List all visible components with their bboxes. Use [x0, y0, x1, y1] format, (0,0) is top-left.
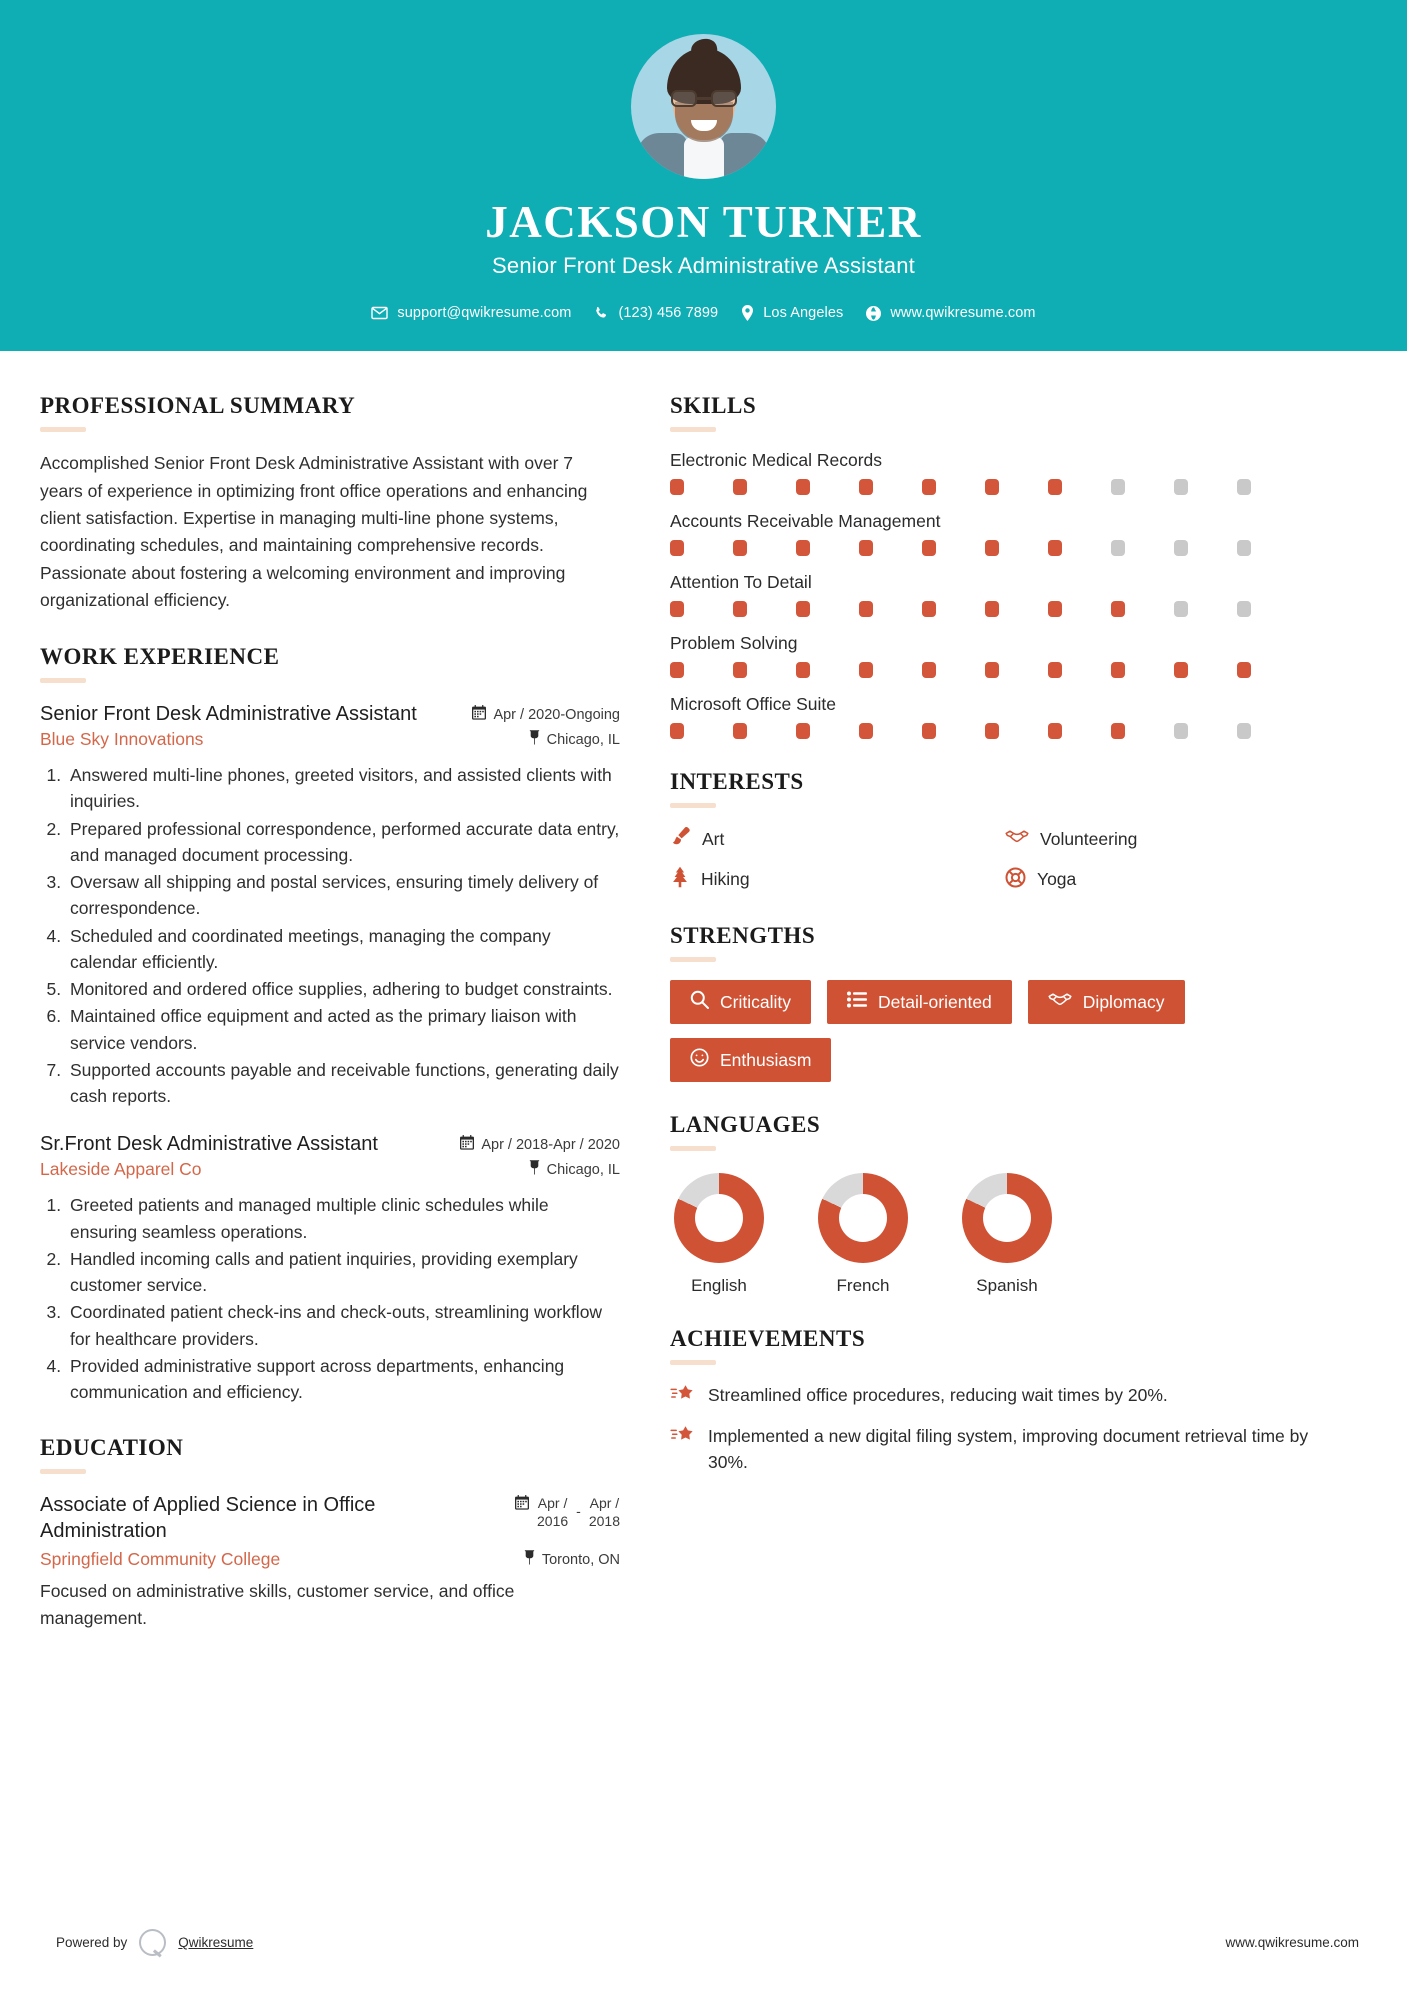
- job-company-row: [40, 729, 620, 750]
- skill-level-dot: [796, 723, 810, 739]
- skill-level-dot: [1048, 723, 1062, 739]
- skill-level-dot: [733, 723, 747, 739]
- skill-level-dot: [985, 662, 999, 678]
- resume-header: [0, 0, 1407, 351]
- skill-item: [670, 633, 1330, 678]
- section-heading: LANGUAGES: [670, 1112, 821, 1138]
- map-pin-icon: [529, 1160, 540, 1179]
- skill-level-dot: [1237, 540, 1251, 556]
- skill-level-dot: [670, 479, 684, 495]
- education-date-separator: -: [576, 1503, 581, 1520]
- skill-level-dot: [859, 723, 873, 739]
- strength-label: Diplomacy: [1082, 991, 1165, 1012]
- skill-level-dot: [1237, 723, 1251, 739]
- interest-list: [670, 826, 1330, 893]
- right-column: [640, 393, 1330, 1505]
- skill-level-meter: [670, 479, 1330, 495]
- job-location: [529, 730, 620, 749]
- language-name: English: [691, 1276, 747, 1296]
- education-location-text: Toronto, ON: [541, 1551, 620, 1568]
- heading-rule: [670, 957, 716, 962]
- job-bullet: 3. Oversaw all shipping and postal services, ensuring timely delivery of correspondence.: [66, 869, 620, 922]
- skill-level-dot: [985, 540, 999, 556]
- job-dates: [472, 701, 620, 724]
- calendar-icon: [472, 705, 486, 724]
- job-bullet-list: [40, 1192, 620, 1405]
- envelope-icon: [371, 306, 388, 320]
- education-degree: Associate of Applied Science in Office Administration: [40, 1494, 376, 1543]
- language-item: [958, 1173, 1056, 1296]
- skill-level-meter: [670, 540, 1330, 556]
- avatar-shirt: [684, 137, 724, 179]
- contact-website-text: www.qwikresume.com: [890, 305, 1036, 322]
- job-bullet: 4. Provided administrative support across departments, enhancing communication and efficiency.: [66, 1353, 620, 1406]
- job-bullet: 5. Monitored and ordered office supplies, adhering to budget constraints.: [66, 976, 620, 1002]
- job-bullet: 4. Scheduled and coordinated meetings, managing the company calendar efficiently.: [66, 923, 620, 976]
- skill-name: Attention To Detail: [670, 572, 812, 593]
- skill-level-dot: [670, 662, 684, 678]
- skill-item: [670, 694, 1330, 739]
- section-heading: EDUCATION: [40, 1435, 184, 1461]
- job-dates-text: Apr / 2020-Ongoing: [493, 706, 620, 723]
- education-end-date: Apr / 2018: [588, 1495, 620, 1529]
- skill-item: [670, 511, 1330, 556]
- handshake-icon: [1005, 827, 1029, 851]
- contact-phone-text: (123) 456 7899: [618, 305, 719, 322]
- job-bullet: 1. Greeted patients and managed multiple clinic schedules while ensuring seamless operations.: [66, 1192, 620, 1245]
- contact-location-text: Los Angeles: [763, 305, 844, 322]
- skill-level-dot: [1237, 601, 1251, 617]
- job-company: Blue Sky Innovations: [40, 729, 204, 750]
- calendar-icon: [515, 1495, 529, 1513]
- paintbrush-icon: [670, 826, 691, 852]
- heading-rule: [670, 803, 716, 808]
- phone-icon: [594, 306, 609, 321]
- skill-level-dot: [922, 601, 936, 617]
- skill-level-dot: [733, 601, 747, 617]
- map-pin-icon: [524, 1550, 535, 1569]
- job-entry: [40, 701, 620, 1109]
- lifebuoy-icon: [1005, 867, 1026, 893]
- qwikresume-logo-icon: [139, 1929, 166, 1956]
- skill-level-dot: [859, 662, 873, 678]
- job-bullet: 2. Prepared professional correspondence, performed accurate data entry, and managed document processing.: [66, 816, 620, 869]
- heading-rule: [40, 678, 86, 683]
- list-icon: [847, 991, 867, 1013]
- education-entry: [40, 1492, 620, 1631]
- contact-email[interactable]: [364, 305, 578, 321]
- section-languages: [670, 1112, 1330, 1296]
- interest-label: Yoga: [1037, 869, 1077, 890]
- language-donut-chart: [818, 1173, 908, 1263]
- job-title: Sr.Front Desk Administrative Assistant: [40, 1133, 378, 1156]
- contact-email-text: support@qwikresume.com: [397, 305, 572, 322]
- job-bullet: 7. Supported accounts payable and receivable functions, generating daily cash reports.: [66, 1057, 620, 1110]
- skill-level-dot: [1174, 540, 1188, 556]
- skill-level-dot: [796, 662, 810, 678]
- skill-level-dot: [796, 540, 810, 556]
- achievement-item: [670, 1424, 1330, 1475]
- magnifier-icon: [690, 990, 709, 1014]
- page-footer: [0, 1929, 1407, 1956]
- skill-level-dot: [922, 662, 936, 678]
- skill-level-dot: [985, 723, 999, 739]
- map-pin-icon: [529, 730, 540, 749]
- section-heading: PROFESSIONAL SUMMARY: [40, 393, 356, 419]
- skill-level-dot: [1237, 479, 1251, 495]
- skill-name: Accounts Receivable Management: [670, 511, 941, 532]
- skill-level-dot: [1111, 723, 1125, 739]
- skill-level-dot: [859, 601, 873, 617]
- strength-badge: [827, 980, 1012, 1024]
- heading-rule: [40, 427, 86, 432]
- strength-badge: [1028, 980, 1185, 1024]
- avatar: [631, 34, 776, 179]
- skill-level-dot: [733, 662, 747, 678]
- skill-level-dot: [1048, 662, 1062, 678]
- skill-name: Microsoft Office Suite: [670, 694, 836, 715]
- job-location-text: Chicago, IL: [546, 731, 620, 748]
- strength-badge: [670, 980, 811, 1024]
- job-title-subtitle: Senior Front Desk Administrative Assistant: [492, 253, 915, 279]
- section-strengths: [670, 923, 1330, 1082]
- language-list: [670, 1169, 1330, 1296]
- avatar-jacket-right: [715, 133, 773, 179]
- handshake-icon: [1048, 990, 1072, 1014]
- skill-level-dot: [922, 723, 936, 739]
- achievement-text: Implemented a new digital filing system, improving document retrieval time by 30%.: [708, 1426, 1309, 1472]
- strength-label: Detail-oriented: [877, 991, 992, 1012]
- education-dates: [515, 1492, 620, 1530]
- skill-level-dot: [796, 479, 810, 495]
- contact-location[interactable]: [734, 305, 850, 321]
- job-dates: [460, 1131, 620, 1154]
- skill-level-dot: [733, 540, 747, 556]
- job-bullet: 2. Handled incoming calls and patient inquiries, providing exemplary customer service.: [66, 1246, 620, 1299]
- skill-level-dot: [1174, 662, 1188, 678]
- strength-badge: [670, 1038, 831, 1082]
- skill-level-dot: [1111, 540, 1125, 556]
- smiley-icon: [690, 1048, 709, 1072]
- heading-rule: [670, 1360, 716, 1365]
- section-work-experience: [40, 644, 620, 1405]
- skill-level-dot: [985, 601, 999, 617]
- job-location: [529, 1160, 620, 1179]
- skill-level-dot: [670, 540, 684, 556]
- avatar-glasses: [671, 90, 737, 107]
- job-location-text: Chicago, IL: [546, 1161, 620, 1178]
- heading-rule: [670, 1146, 716, 1151]
- education-description: Focused on administrative skills, customer service, and office management.: [40, 1581, 515, 1628]
- job-title-row: [40, 1131, 620, 1157]
- skill-level-dot: [1048, 479, 1062, 495]
- skill-level-meter: [670, 723, 1330, 739]
- contact-bar: [0, 305, 1407, 321]
- shooting-star-icon: [670, 1383, 695, 1409]
- interest-label: Art: [702, 828, 725, 849]
- skill-level-dot: [1111, 479, 1125, 495]
- skill-list: [670, 450, 1330, 739]
- achievement-text: Streamlined office procedures, reducing wait times by 20%.: [708, 1385, 1168, 1406]
- skill-level-dot: [859, 479, 873, 495]
- section-heading: STRENGTHS: [670, 923, 816, 949]
- section-professional-summary: [40, 393, 620, 614]
- skill-level-dot: [1048, 601, 1062, 617]
- interest-label: Volunteering: [1040, 828, 1138, 849]
- strength-label: Enthusiasm: [720, 1049, 812, 1070]
- job-company: Lakeside Apparel Co: [40, 1159, 202, 1180]
- education-title-row: [40, 1492, 620, 1544]
- section-interests: [670, 769, 1330, 893]
- heading-rule: [670, 427, 716, 432]
- section-education: [40, 1435, 620, 1631]
- interest-item: [670, 866, 995, 893]
- page-title: JACKSON TURNER: [485, 197, 922, 247]
- education-list: [40, 1492, 620, 1631]
- skill-level-dot: [1174, 723, 1188, 739]
- skill-item: [670, 450, 1330, 495]
- globe-icon: [866, 306, 881, 321]
- language-item: [814, 1173, 912, 1296]
- powered-by-block: [56, 1929, 253, 1956]
- achievement-item: [670, 1383, 1330, 1409]
- interest-label: Hiking: [701, 869, 750, 890]
- section-heading: INTERESTS: [670, 769, 804, 795]
- education-start-date: Apr / 2016: [537, 1495, 569, 1529]
- interest-item: [670, 826, 995, 852]
- skill-level-meter: [670, 601, 1330, 617]
- job-bullet: 1. Answered multi-line phones, greeted visitors, and assisted clients with inquiries.: [66, 762, 620, 815]
- job-bullet-list: [40, 762, 620, 1109]
- education-location: [524, 1550, 620, 1569]
- skill-level-dot: [985, 479, 999, 495]
- left-column: [40, 393, 640, 1661]
- skill-level-meter: [670, 662, 1330, 678]
- summary-text: Accomplished Senior Front Desk Administrative Assistant with over 7 years of experience in optimizing front office operations and enhancing client satisfaction. Expertise in managing multi-line phone systems, coordinating schedules, and maintaining comprehensive records. Passionate about fostering a welcoming environment and improving organizational efficiency.: [40, 453, 588, 610]
- skill-level-dot: [859, 540, 873, 556]
- powered-by-label: Powered by: [56, 1935, 128, 1950]
- achievement-list: [670, 1383, 1330, 1475]
- skill-level-dot: [670, 723, 684, 739]
- skill-level-dot: [1111, 662, 1125, 678]
- map-pin-icon: [741, 305, 754, 321]
- strength-list: [670, 980, 1330, 1082]
- skill-level-dot: [796, 601, 810, 617]
- language-item: [670, 1173, 768, 1296]
- resume-body: [0, 351, 1407, 1661]
- language-donut-chart: [962, 1173, 1052, 1263]
- skill-level-dot: [1048, 540, 1062, 556]
- contact-phone[interactable]: [587, 305, 725, 321]
- skill-level-dot: [1174, 601, 1188, 617]
- skill-level-dot: [1174, 479, 1188, 495]
- section-achievements: [670, 1326, 1330, 1475]
- job-company-row: [40, 1159, 620, 1180]
- job-title-row: [40, 701, 620, 727]
- skill-name: Problem Solving: [670, 633, 798, 654]
- skill-name: Electronic Medical Records: [670, 450, 883, 471]
- education-school: Springfield Community College: [40, 1549, 281, 1570]
- language-name: French: [836, 1276, 890, 1296]
- section-heading: SKILLS: [670, 393, 757, 419]
- section-heading: WORK EXPERIENCE: [40, 644, 280, 670]
- tree-icon: [670, 866, 690, 893]
- heading-rule: [40, 1469, 86, 1474]
- skill-level-dot: [1237, 662, 1251, 678]
- strength-label: Criticality: [720, 991, 791, 1012]
- language-name: Spanish: [976, 1276, 1038, 1296]
- section-heading: ACHIEVEMENTS: [670, 1326, 866, 1352]
- skill-level-dot: [922, 479, 936, 495]
- interest-item: [1005, 866, 1330, 893]
- section-skills: [670, 393, 1330, 739]
- footer-website[interactable]: www.qwikresume.com: [1225, 1935, 1359, 1950]
- job-entry: [40, 1131, 620, 1405]
- job-title: Senior Front Desk Administrative Assistant: [40, 703, 417, 726]
- skill-level-dot: [670, 601, 684, 617]
- skill-level-dot: [1111, 601, 1125, 617]
- job-dates-text: Apr / 2018-Apr / 2020: [481, 1136, 620, 1153]
- shooting-star-icon: [670, 1424, 695, 1450]
- job-bullet: 3. Coordinated patient check-ins and check-outs, streamlining workflow for healthcare providers.: [66, 1299, 620, 1352]
- calendar-icon: [460, 1135, 474, 1154]
- skill-level-dot: [733, 479, 747, 495]
- job-bullet: 6. Maintained office equipment and acted as the primary liaison with service vendors.: [66, 1003, 620, 1056]
- interest-item: [1005, 826, 1330, 852]
- contact-website[interactable]: [859, 305, 1042, 321]
- qwikresume-brand-link[interactable]: Qwikresume: [178, 1935, 254, 1950]
- job-list: [40, 701, 620, 1405]
- education-school-row: [40, 1549, 620, 1570]
- language-donut-chart: [674, 1173, 764, 1263]
- skill-level-dot: [922, 540, 936, 556]
- skill-item: [670, 572, 1330, 617]
